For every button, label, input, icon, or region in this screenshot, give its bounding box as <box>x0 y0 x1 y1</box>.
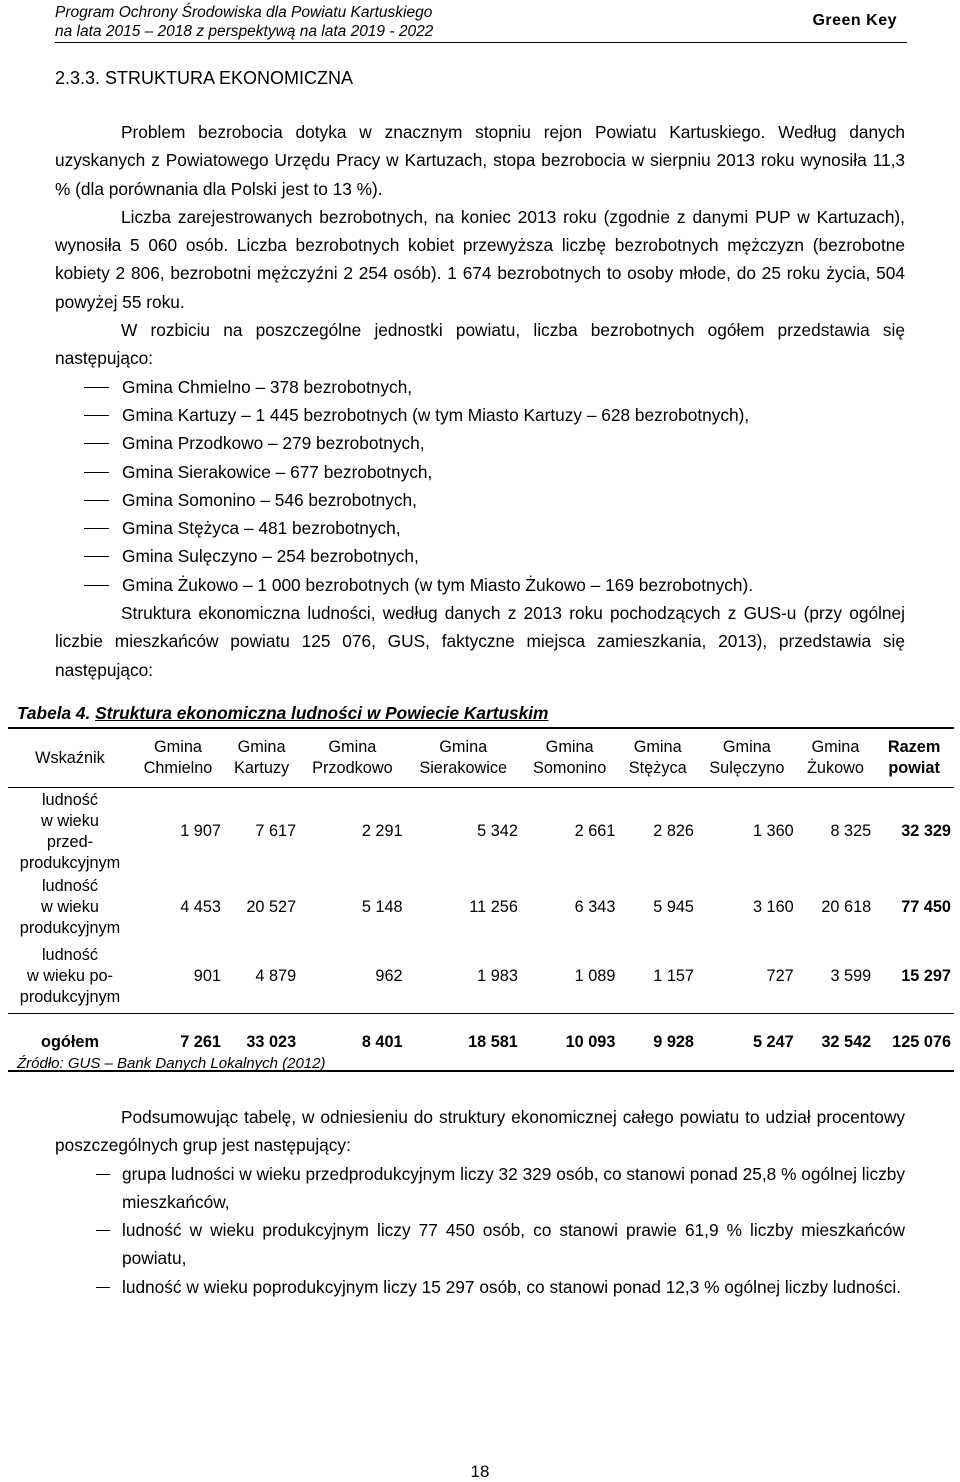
list-item: ludność w wieku produkcyjnym liczy 77 450 osób, co stanowi prawie 61,9 % liczby mieszkańców powiatu, <box>55 1216 905 1273</box>
header-cell: Gmina Kartuzy <box>224 728 299 788</box>
table-cell: 1 907 <box>180 822 221 841</box>
table-cell: 7 261 <box>132 1014 224 1072</box>
header-cell: Gmina Stężyca <box>618 728 697 788</box>
section-title: 2.3.3. STRUKTURA EKONOMICZNA <box>55 68 354 88</box>
row-label: ludność w wieku produkcyjnym <box>19 877 121 937</box>
table-cell: 2 291 <box>361 822 403 841</box>
header-cell: Gmina Żukowo <box>797 728 874 788</box>
economic-structure-table <box>8 727 954 1072</box>
header-line-2: na lata 2015 – 2018 z perspektywą na lata 2019 - 2022 <box>55 23 434 40</box>
table-cell: 5 148 <box>361 898 403 916</box>
header-brand: Green Key <box>812 12 897 29</box>
list-item: Gmina Chmielno – 378 bezrobotnych, <box>55 373 905 401</box>
table-caption-prefix: Tabela 4. <box>17 703 91 723</box>
header-cell: Gmina Chmielno <box>132 728 224 788</box>
table-cell: 2 826 <box>653 822 694 841</box>
table-header-row <box>8 728 954 788</box>
table-cell: 2 661 <box>574 822 616 841</box>
table-cell: 727 <box>766 966 794 985</box>
table-cell: 5 342 <box>477 822 518 841</box>
table-row <box>8 788 954 876</box>
page-number: 18 <box>470 1462 490 1481</box>
header-cell-indicator: Wskaźnik <box>8 728 132 788</box>
table-cell: 7 617 <box>255 822 297 841</box>
row-label: ludność w wieku po- produkcyjnym <box>19 945 121 1006</box>
header-cell: Gmina Sierakowice <box>406 728 521 788</box>
paragraph-summary: Podsumowując tabelę, w odniesieniu do struktury ekonomicznej całego powiatu to udział procentowy poszczególnych grup jest następujący: <box>55 1107 905 1156</box>
list-item: Gmina Sulęczyno – 254 bezrobotnych, <box>55 542 905 570</box>
table-caption <box>17 703 548 724</box>
list-item: Gmina Żukowo – 1 000 bezrobotnych (w tym Miasto Żukowo – 169 bezrobotnych). <box>55 571 905 599</box>
table-cell: 4 879 <box>255 966 297 985</box>
table-cell: 20 527 <box>246 898 297 916</box>
table-cell: 1 089 <box>574 966 616 985</box>
page-header <box>55 2 907 43</box>
list-item: Gmina Sierakowice – 677 bezrobotnych, <box>55 458 905 486</box>
paragraph-breakdown-intro: W rozbiciu na poszczególne jednostki powiatu, liczba bezrobotnych ogółem przedstawia się następująco: <box>55 320 905 369</box>
table-cell: 18 581 <box>406 1014 521 1072</box>
list-item: Gmina Stężyca – 481 bezrobotnych, <box>55 514 905 542</box>
table-cell-total: 15 297 <box>901 966 951 985</box>
table-cell: 1 157 <box>653 966 694 985</box>
table-cell: 32 542 <box>797 1014 874 1072</box>
table-cell-total: 125 076 <box>874 1014 954 1072</box>
table-cell: 5 945 <box>653 898 694 916</box>
header-program-title <box>55 3 433 41</box>
paragraph-unemployment-rate: Problem bezrobocia dotyka w znacznym stopniu rejon Powiatu Kartuskiego. Według danych uzyskanych z Powiatowego Urzędu Pracy w Kartuzach, stopa bezrobocia w sierpniu 2013 roku wynosiła 11,3 % (dla porównania dla Polski jest to 13 %). <box>55 122 905 199</box>
table-cell: 1 360 <box>752 822 794 841</box>
table-cell: 4 453 <box>180 898 221 916</box>
paragraph-structure-intro: Struktura ekonomiczna ludności, według danych z 2013 roku pochodzących z GUS-u (przy ogólnej liczbie mieszkańców powiatu 125 076, GUS, faktyczne miejsca zamieszkania, 2013), przedstawia się następująco: <box>55 603 905 680</box>
table-cell: 20 618 <box>821 898 872 916</box>
table-cell: 901 <box>193 966 221 985</box>
table-cell: 11 256 <box>469 898 518 916</box>
table-cell: 33 023 <box>224 1014 299 1072</box>
header-cell-total: Razem powiat <box>874 728 954 788</box>
table-cell: 1 983 <box>477 966 518 985</box>
table-cell-total: 32 329 <box>901 822 951 841</box>
paragraph-unemployed-count: Liczba zarejestrowanych bezrobotnych, na koniec 2013 roku (zgodnie z danymi PUP w Kartuzach), wynosiła 5 060 osób. Liczba bezrobotnych kobiet przewyższa liczbę bezrobotnych mężczyzn (bezrobotne kobiety 2 806, bezrobotni mężczyźni 2 254 osób). 1 674 bezrobotnych to osoby młode, do 25 roku życia, 504 powyżej 55 roku. <box>55 206 905 312</box>
row-label: ludność w wieku przed- produkcyjnym <box>19 790 121 872</box>
list-item: Gmina Przodkowo – 279 bezrobotnych, <box>55 429 905 457</box>
list-item: ludność w wieku poprodukcyjnym liczy 15 297 osób, co stanowi ponad 12,3 % ogólnej liczby ludności. <box>55 1273 905 1301</box>
table-cell: 8 401 <box>299 1014 405 1072</box>
table-cell: 6 343 <box>574 898 616 916</box>
table-cell: 8 325 <box>830 822 872 841</box>
table-row <box>8 876 954 940</box>
table-cell-total: 77 450 <box>901 898 951 916</box>
table-cell: 3 160 <box>752 898 794 916</box>
list-item: Gmina Somonino – 546 bezrobotnych, <box>55 486 905 514</box>
list-item: Gmina Kartuzy – 1 445 bezrobotnych (w tym Miasto Kartuzy – 628 bezrobotnych), <box>55 401 905 429</box>
table-row <box>8 940 954 1014</box>
body-text <box>55 118 905 684</box>
header-cell: Gmina Somonino <box>521 728 619 788</box>
table-caption-title: Struktura ekonomiczna ludności w Powiecie Kartuskim <box>95 703 549 723</box>
summary-text <box>55 1103 905 1301</box>
header-cell: Gmina Przodkowo <box>299 728 405 788</box>
table-cell: 9 928 <box>618 1014 697 1072</box>
table-cell: 10 093 <box>521 1014 619 1072</box>
table-cell: 5 247 <box>697 1014 797 1072</box>
table-source: Źródło: GUS – Bank Danych Lokalnych (2012) <box>17 1055 326 1072</box>
table-cell: 962 <box>375 966 403 985</box>
list-item: grupa ludności w wieku przedprodukcyjnym liczy 32 329 osób, co stanowi ponad 25,8 % ogólnej liczby mieszkańców, <box>55 1160 905 1217</box>
table-cell: 3 599 <box>830 966 872 985</box>
row-label-total: ogółem <box>8 1014 132 1072</box>
header-line-1: Program Ochrony Środowiska dla Powiatu Kartuskiego <box>55 4 433 21</box>
header-cell: Gmina Sulęczyno <box>697 728 797 788</box>
gminy-list <box>55 373 905 599</box>
